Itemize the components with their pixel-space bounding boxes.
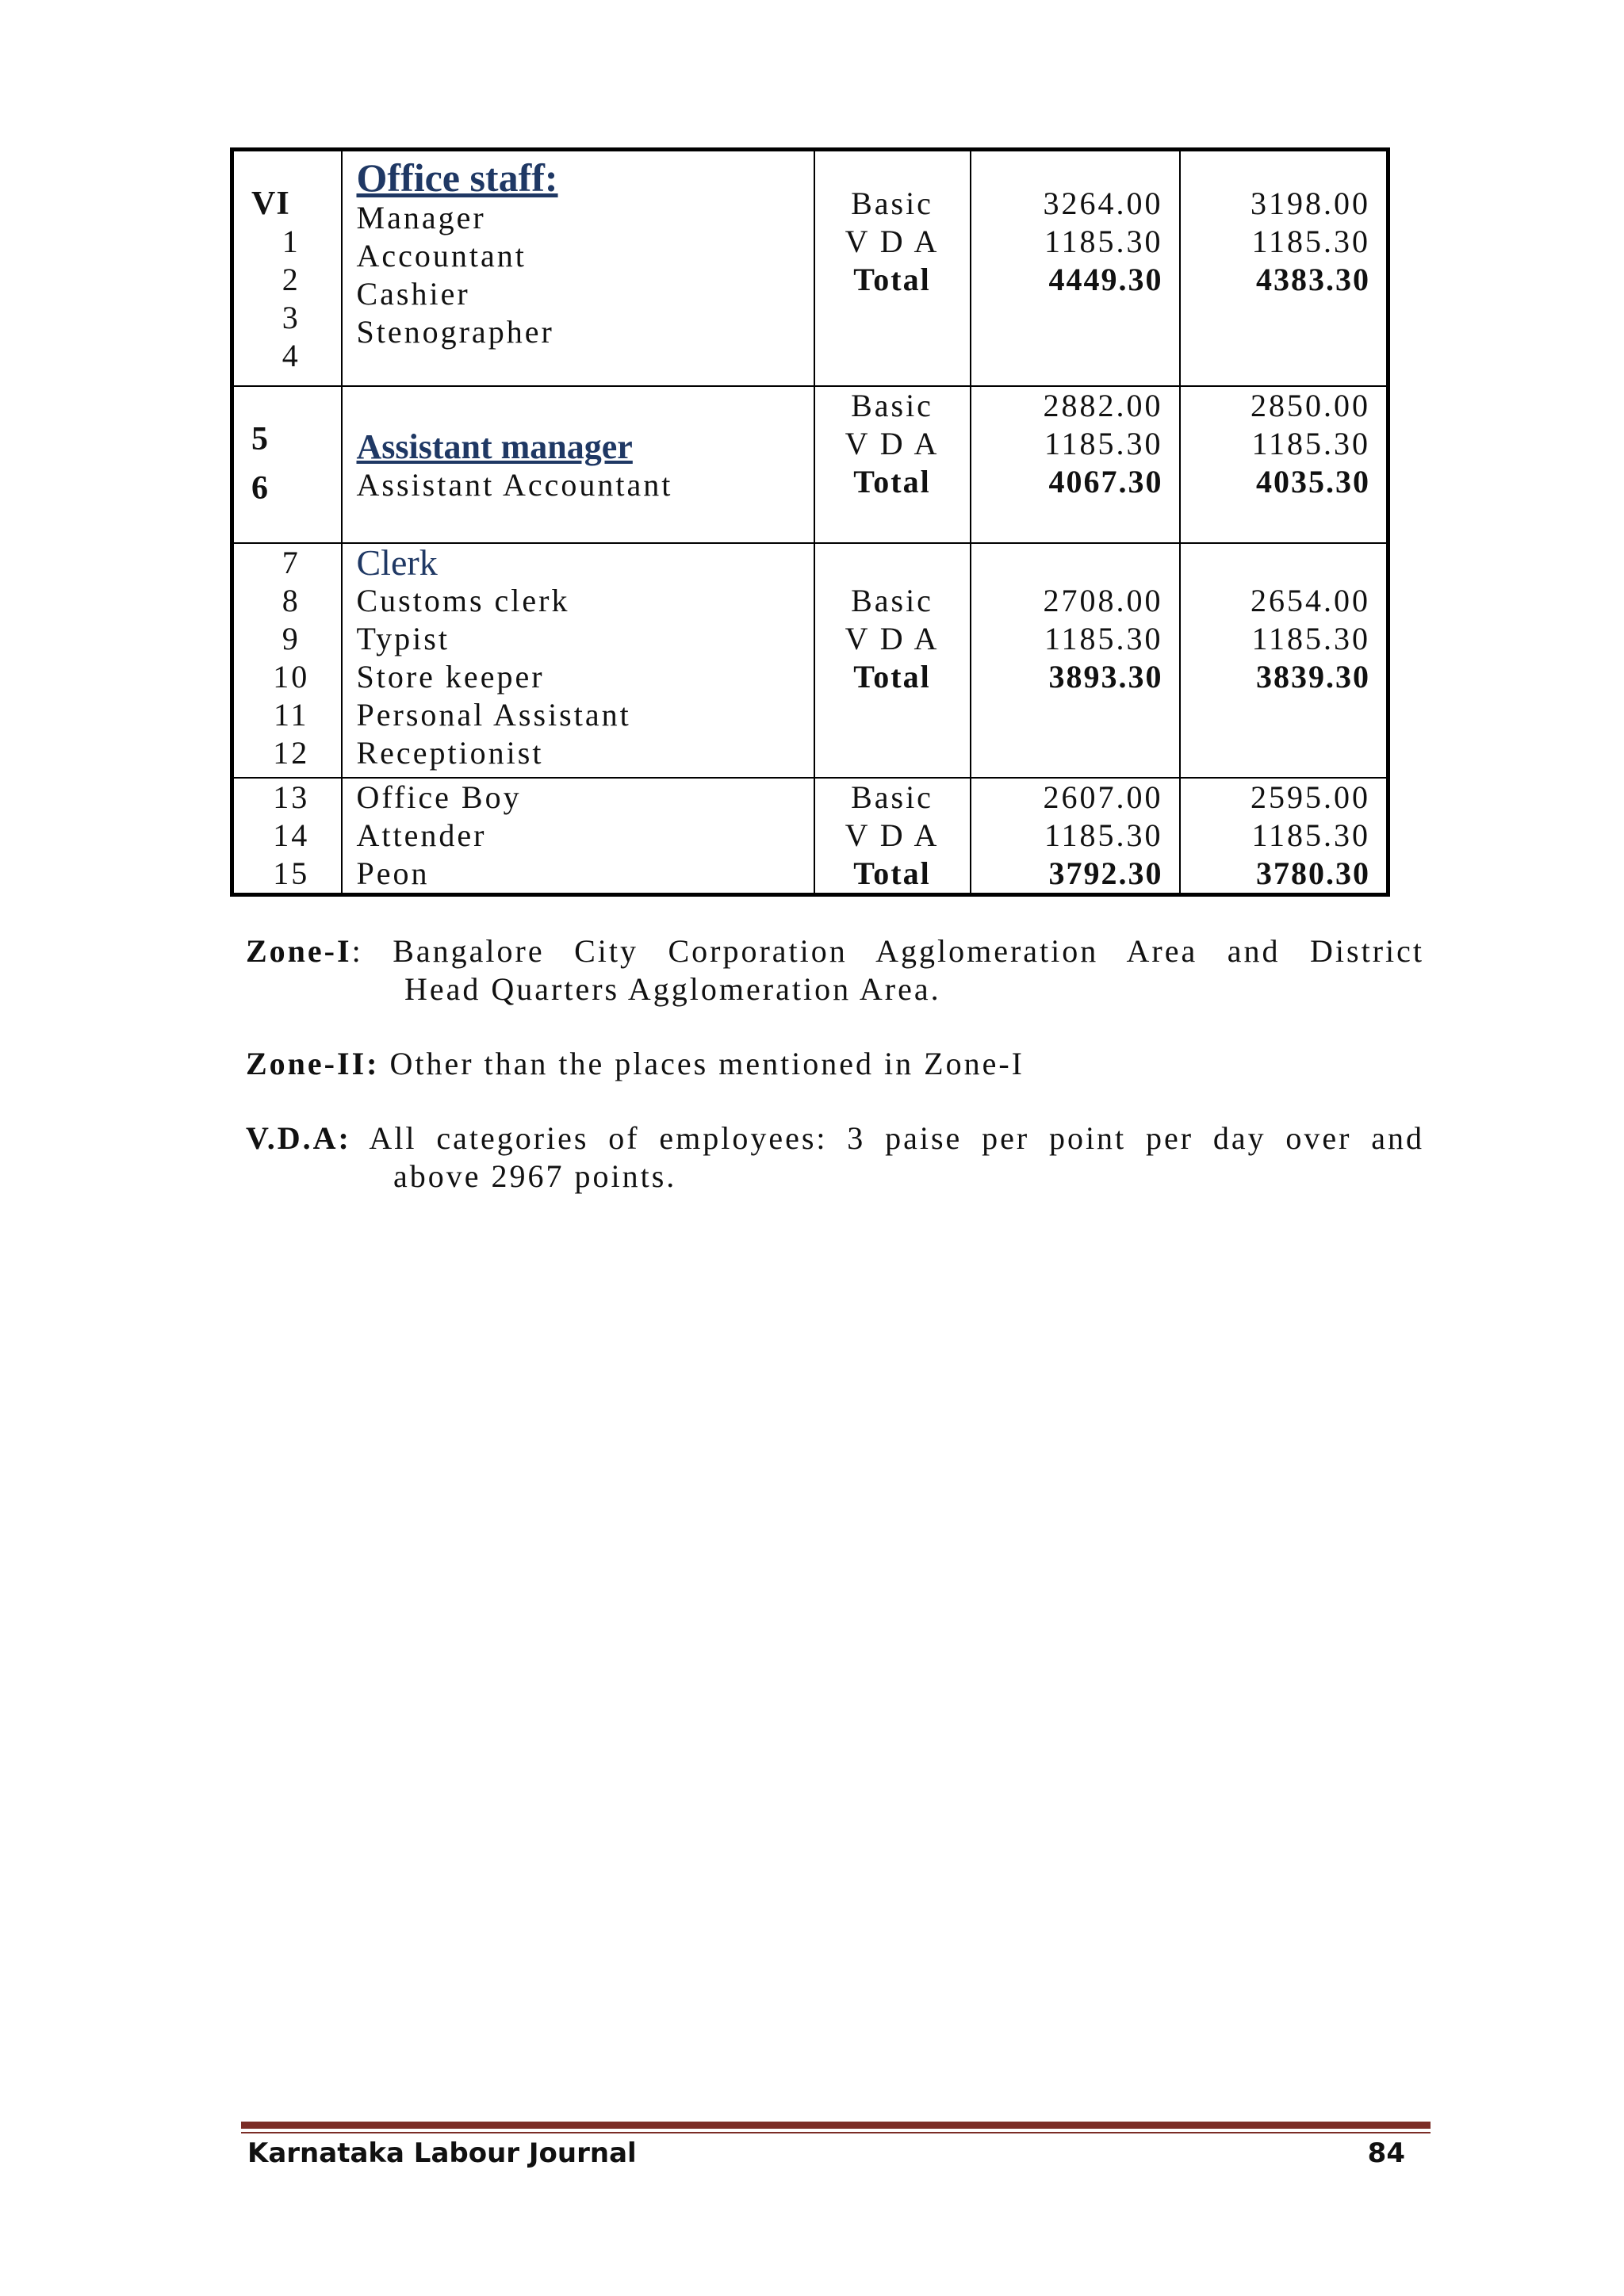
zone2-value-cell [1180, 543, 1388, 778]
serial-number: 1 [282, 224, 301, 259]
zone1-value-cell [971, 386, 1180, 543]
component-label: V D A [845, 817, 940, 853]
serial-number-cell [232, 778, 342, 895]
serial-number: 2 [282, 262, 301, 297]
designation: Cashier [356, 276, 470, 312]
component-cell [814, 150, 971, 386]
zone1-value: 3264.00 [1043, 186, 1163, 221]
table-row [232, 778, 1388, 895]
zone-notes [246, 932, 1424, 1232]
designation: Stenographer [356, 314, 554, 350]
serial-number: 4 [282, 338, 301, 373]
vda-note [246, 1119, 1424, 1196]
zone1-value: 1185.30 [1044, 817, 1163, 853]
serial-number: 3 [282, 300, 301, 335]
zone2-value: 2654.00 [1251, 582, 1370, 618]
serial-number: 6 [251, 469, 269, 507]
zone1-value-cell [971, 150, 1180, 386]
serial-number: 13 [273, 779, 310, 815]
designation: Peon [356, 855, 430, 891]
category-numeral: VI [251, 186, 290, 222]
zone2-total: 4383.30 [1256, 262, 1370, 297]
zone2-label: Zone-II: [246, 1046, 380, 1081]
vda-text-continued: above 2967 points. [393, 1158, 677, 1194]
table-row [232, 150, 1388, 386]
zone1-value: 2882.00 [1043, 387, 1163, 423]
zone1-text-continued: Head Quarters Agglomeration Area. [404, 971, 941, 1007]
component-label: Total [853, 262, 931, 297]
zone1-value: 2607.00 [1043, 779, 1163, 815]
zone2-value-cell [1180, 386, 1388, 543]
component-label: Basic [851, 186, 933, 221]
zone1-value: 1185.30 [1044, 224, 1163, 259]
zone1-note [246, 932, 1424, 1008]
component-label: Total [853, 855, 931, 891]
group-heading: Clerk [356, 541, 438, 583]
designation: Office Boy [356, 779, 522, 815]
serial-number-cell [232, 386, 342, 543]
serial-number: 15 [273, 855, 310, 891]
serial-number: 5 [251, 420, 269, 457]
serial-number-cell [232, 150, 342, 386]
component-cell [814, 543, 971, 778]
serial-number: 7 [282, 544, 301, 580]
zone1-value: 2708.00 [1043, 582, 1163, 618]
footer-rule-thin [241, 2132, 1431, 2133]
table-row [232, 386, 1388, 543]
zone2-value: 1185.30 [1251, 817, 1370, 853]
zone2-total: 3780.30 [1256, 855, 1370, 891]
zone2-value: 2595.00 [1251, 779, 1370, 815]
wage-table [230, 147, 1390, 897]
zone2-value: 1185.30 [1251, 425, 1370, 461]
designation: Receptionist [356, 734, 544, 771]
zone2-value-cell [1180, 778, 1388, 895]
zone1-value: 1185.30 [1044, 425, 1163, 461]
component-label: Basic [851, 779, 933, 815]
designation-cell [342, 150, 814, 386]
zone2-value-cell [1180, 150, 1388, 386]
group-heading: Assistant manager [356, 427, 633, 466]
zone1-value-cell [971, 778, 1180, 895]
zone2-value: 1185.30 [1251, 620, 1370, 656]
zone1-total: 3893.30 [1048, 658, 1163, 695]
zone2-total: 3839.30 [1256, 658, 1370, 695]
footer-rule [241, 2122, 1431, 2129]
page-number: 84 [1367, 2137, 1405, 2169]
component-label: V D A [845, 224, 940, 259]
zone1-total: 4449.30 [1048, 262, 1163, 297]
zone2-value: 2850.00 [1251, 387, 1370, 423]
zone2-text: Other than the places mentioned in Zone-I [379, 1046, 1025, 1081]
zone2-note [246, 1045, 1424, 1083]
zone1-total: 4067.30 [1048, 463, 1163, 499]
designation: Typist [356, 620, 450, 656]
journal-title: Karnataka Labour Journal [247, 2137, 637, 2169]
designation-cell [342, 386, 814, 543]
designation-cell [342, 543, 814, 778]
designation: Manager [356, 200, 486, 235]
serial-number: 14 [273, 817, 310, 853]
serial-number: 8 [282, 582, 301, 618]
serial-number: 12 [273, 734, 310, 771]
component-cell [814, 778, 971, 895]
designation: Accountant [356, 238, 527, 274]
vda-text: All categories of employees: 3 paise per point per day over and [350, 1120, 1424, 1156]
component-label: Basic [851, 582, 933, 618]
component-label: Total [853, 463, 931, 499]
serial-number: 9 [282, 620, 301, 656]
group-heading: Office staff: [356, 155, 558, 200]
vda-label: V.D.A: [246, 1120, 351, 1156]
designation: Customs clerk [356, 582, 570, 618]
serial-number-cell [232, 543, 342, 778]
zone2-value: 3198.00 [1251, 186, 1370, 221]
serial-number: 11 [273, 696, 309, 733]
designation: Assistant Accountant [356, 466, 673, 503]
component-label: Total [853, 658, 931, 695]
designation-cell [342, 778, 814, 895]
component-label: Basic [851, 387, 933, 423]
zone2-value: 1185.30 [1251, 224, 1370, 259]
zone1-total: 3792.30 [1048, 855, 1163, 891]
designation: Store keeper [356, 658, 545, 695]
component-cell [814, 386, 971, 543]
serial-number: 10 [273, 658, 310, 695]
component-label: V D A [845, 425, 940, 461]
designation: Attender [356, 817, 487, 853]
zone1-label: Zone-I [246, 933, 352, 969]
zone1-text: : Bangalore City Corporation Agglomeration Area and District [351, 933, 1424, 969]
zone2-total: 4035.30 [1256, 463, 1370, 499]
zone1-value: 1185.30 [1044, 620, 1163, 656]
zone1-value-cell [971, 543, 1180, 778]
designation: Personal Assistant [356, 696, 631, 733]
page-footer [247, 2137, 1405, 2177]
table-row [232, 543, 1388, 778]
component-label: V D A [845, 620, 940, 656]
